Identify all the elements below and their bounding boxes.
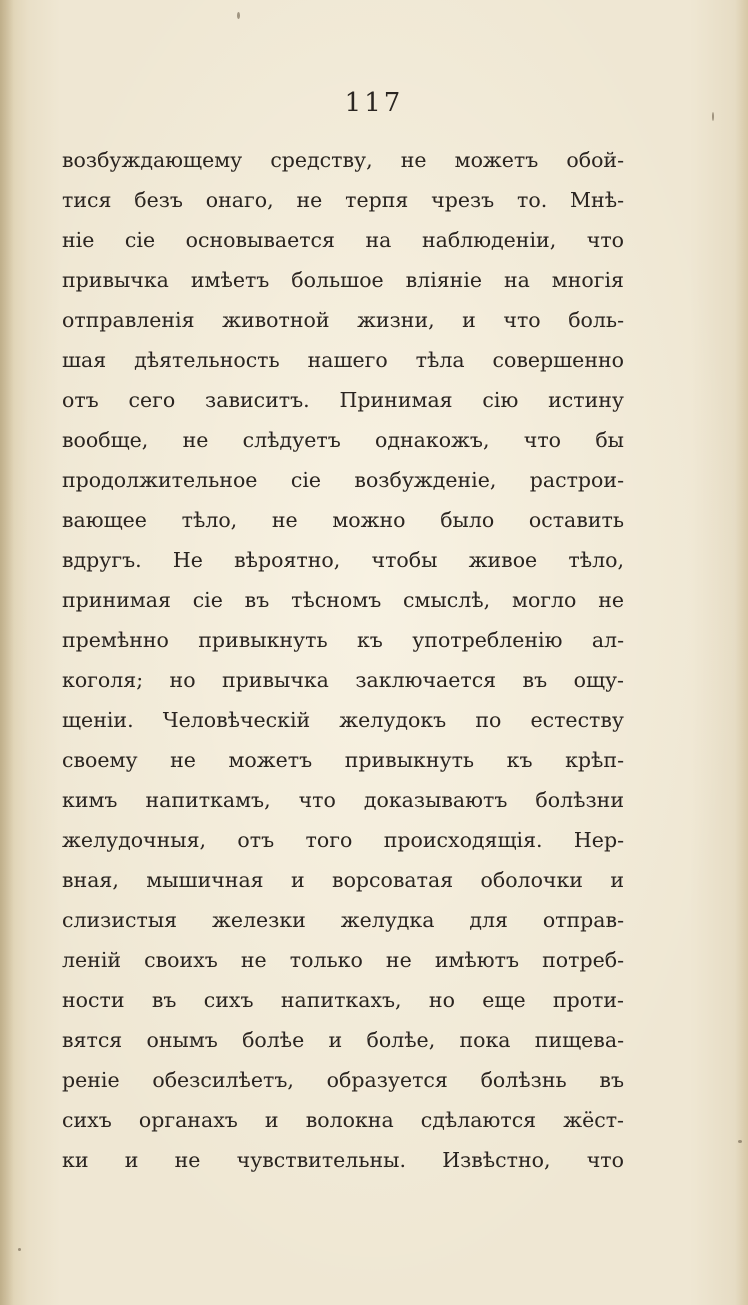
text-line: леній своихъ не только не имѣютъ потреб-: [62, 948, 624, 972]
text-line: вятся онымъ болѣе и болѣе, пока пищева-: [62, 1028, 624, 1052]
text-line: вающее тѣло, не можно было оставить: [62, 508, 624, 532]
text-line: продолжительное сіе возбужденіе, растрои-: [62, 468, 624, 492]
text-line: принимая сіе въ тѣсномъ смыслѣ, могло не: [62, 588, 624, 612]
text-line: сихъ органахъ и волокна сдѣлаются жёст-: [62, 1108, 624, 1132]
text-line: привычка имѣетъ большое вліяніе на многія: [62, 268, 624, 292]
paper-speck: [237, 12, 240, 19]
page-edge-shadow: [0, 0, 14, 1305]
text-line: ніе сіе основывается на наблюденіи, что: [62, 228, 624, 252]
text-line: вдругъ. Не вѣроятно, чтобы живое тѣло,: [62, 548, 624, 572]
text-line: вообще, не слѣдуетъ однакожъ, что бы: [62, 428, 624, 452]
text-line: тися безъ онаго, не терпя чрезъ то. Мнѣ-: [62, 188, 624, 212]
body-text: [62, 140, 624, 1180]
text-line: ности въ сихъ напиткахъ, но еще проти-: [62, 988, 624, 1012]
text-line: своему не можетъ привыкнуть къ крѣп-: [62, 748, 624, 772]
text-line: отправленія животной жизни, и что боль-: [62, 308, 624, 332]
text-line: кимъ напиткамъ, что доказываютъ болѣзни: [62, 788, 624, 812]
page-number: 117: [344, 88, 404, 118]
text-line: отъ сего зависитъ. Принимая сію истину: [62, 388, 624, 412]
text-line: шая дѣятельность нашего тѣла совершенно: [62, 348, 624, 372]
text-line: коголя; но привычка заключается въ ощу-: [62, 668, 624, 692]
text-line: ки и не чувствительны. Извѣстно, что: [62, 1148, 624, 1172]
paper-speck: [18, 1248, 21, 1251]
text-line: щеніи. Человѣческій желудокъ по естеству: [62, 708, 624, 732]
text-line: возбуждающему средству, не можетъ обой-: [62, 148, 624, 172]
text-line: слизистыя железки желудка для отправ-: [62, 908, 624, 932]
paper-speck: [738, 1140, 742, 1143]
text-line: премѣнно привыкнуть къ употребленію ал-: [62, 628, 624, 652]
text-line: вная, мышичная и ворсоватая оболочки и: [62, 868, 624, 892]
text-line: реніе обезсилѣетъ, образуется болѣзнь въ: [62, 1068, 624, 1092]
text-line: желудочныя, отъ того происходящія. Нер-: [62, 828, 624, 852]
paper-speck: [712, 112, 714, 121]
